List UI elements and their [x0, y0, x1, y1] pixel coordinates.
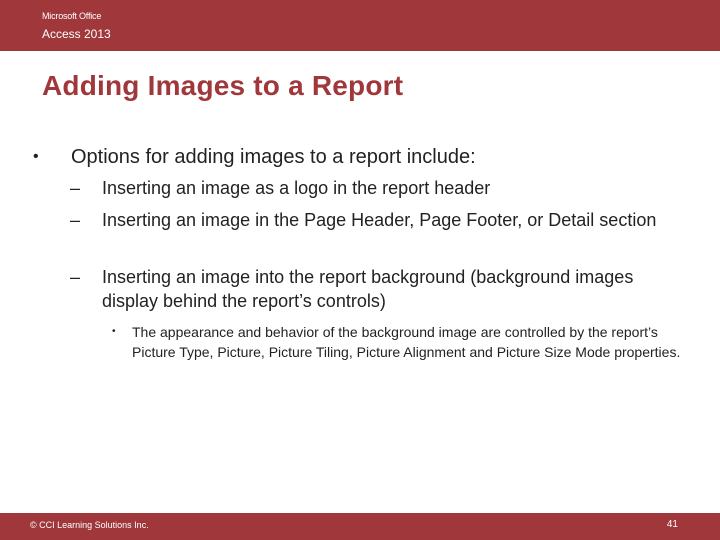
dash-symbol: –	[70, 178, 81, 198]
slide-title: Adding Images to a Report	[42, 70, 404, 101]
bullet-symbol: •	[33, 148, 39, 165]
sub-bullet-text: Inserting an image in the Page Header, Page Footer, or Detail section	[102, 210, 657, 230]
brand-name: Microsoft Office	[42, 11, 102, 21]
dash-symbol: –	[70, 267, 81, 287]
dot-symbol: •	[112, 326, 116, 337]
bullet-text: Options for adding images to a report include:	[71, 146, 476, 168]
copyright-text: © CCI Learning Solutions Inc.	[30, 520, 149, 530]
header-band	[0, 0, 720, 51]
sub-sub-bullet-text: The appearance and behavior of the background image are controlled by the report’s Picture Type, Picture, Picture Tiling, Picture Alignment and Picture Size Mode properties.	[132, 324, 681, 360]
sub-bullet-text: Inserting an image as a logo in the report header	[102, 178, 491, 198]
product-name: Access 2013	[42, 27, 111, 41]
sub-bullet-text: Inserting an image into the report background (background images display behind the report’s controls)	[102, 267, 634, 311]
dash-symbol: –	[70, 210, 81, 230]
page-number: 41	[666, 519, 678, 530]
